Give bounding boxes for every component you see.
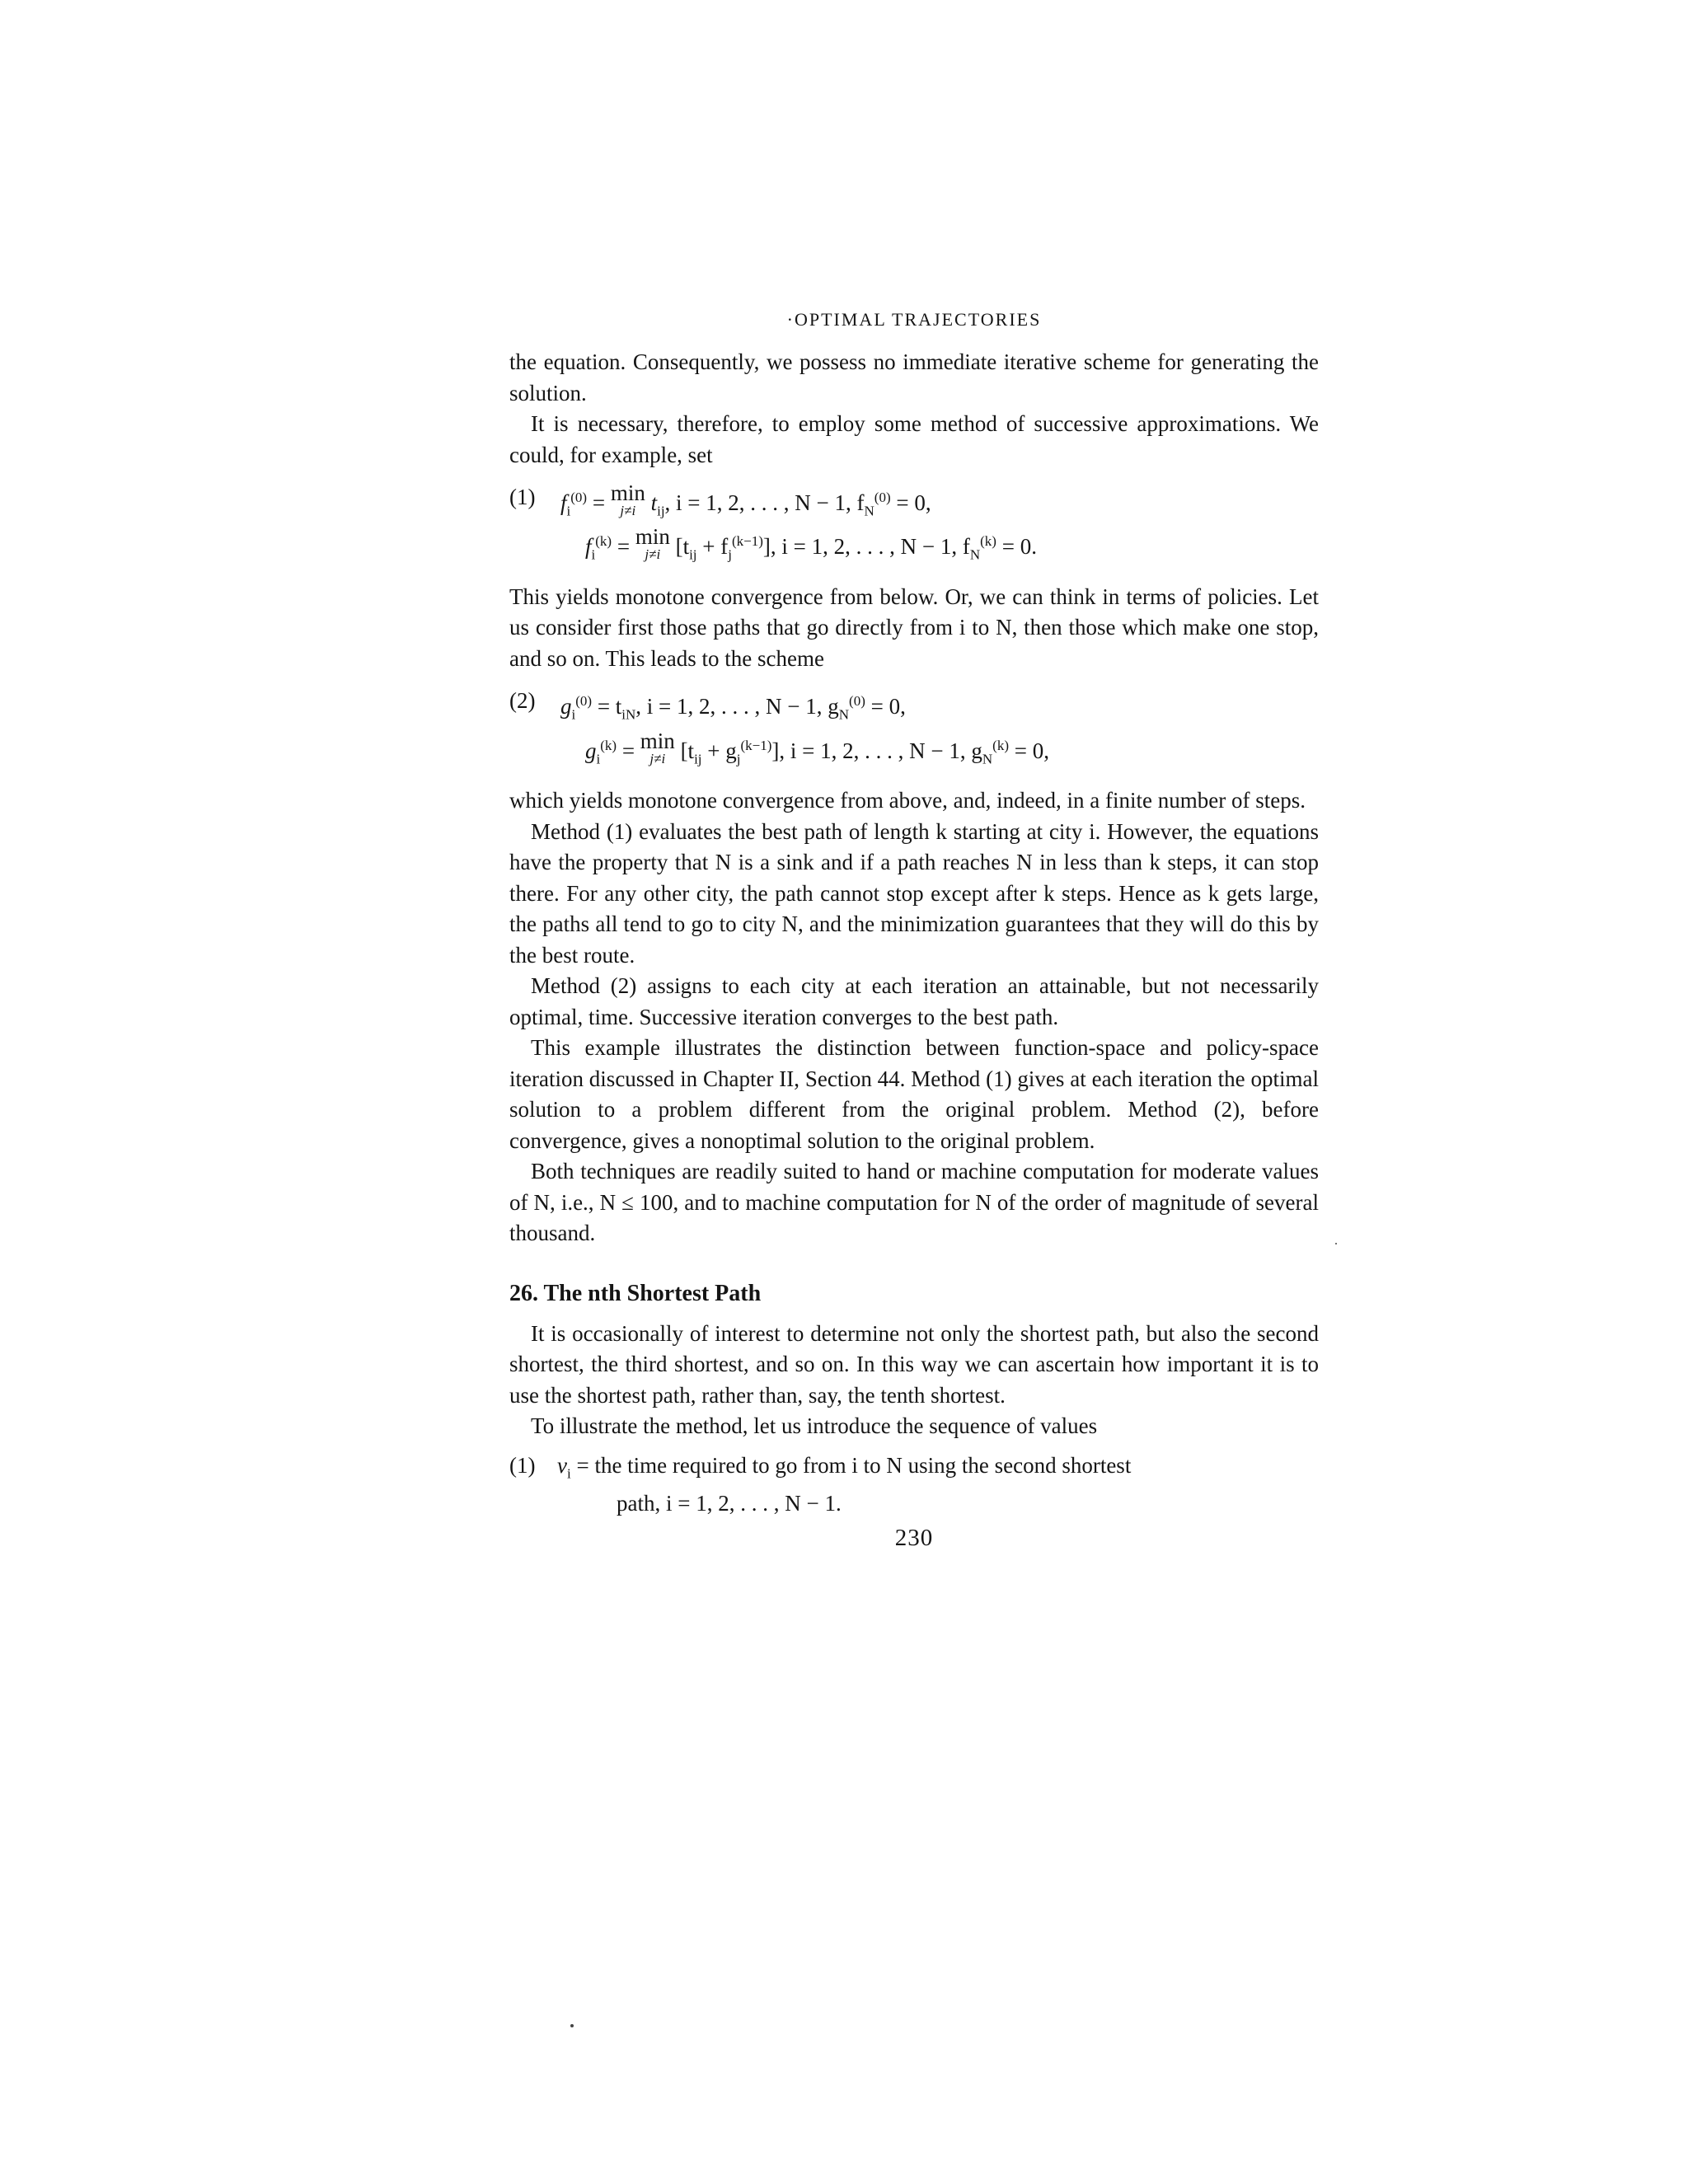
numbered-definition xyxy=(509,1451,1319,1520)
equation-number: (2) xyxy=(509,688,536,714)
book-page xyxy=(509,309,1319,1552)
equation-1-line-1 xyxy=(509,482,1319,526)
equation-2-line-2: $g_i^{(k)} = \min$ j≠i $[t_{ij} + g_j^{(k-1)}]$, i = 1, 2, . . . , N − 1, $g_N^{(k)} = 0$, xyxy=(585,728,1049,767)
paragraph-7: This example illustrates the distinction between function-space and policy-space iteration discussed in Chapter II, Section 44. Method (1) gives at each iteration the optimal solution to a problem different from the original problem. Method (2), before convergence, gives a nonoptimal solution to the original problem. xyxy=(509,1035,1319,1153)
paragraph-4: which yields monotone convergence from above, and, indeed, in a finite number of steps. xyxy=(509,788,1306,813)
scan-speck xyxy=(1335,1243,1337,1244)
equation-content: $f_i^{(0)} = \min$ j≠i $t_{ij}$, i = 1, 2, . . . , N − 1, $f_N^{(0)} = 0$, xyxy=(560,480,931,519)
equation-2-line-1 xyxy=(509,686,1319,729)
paragraph-1: the equation. Consequently, we possess no immediate iterative scheme for generating the solution. xyxy=(509,349,1319,405)
paragraph-10: To illustrate the method, let us introduce the sequence of values xyxy=(531,1413,1098,1439)
paragraph-2: It is necessary, therefore, to employ some method of successive approximations. We could, for example, set xyxy=(509,411,1319,467)
scan-speck xyxy=(570,2024,574,2027)
running-head: ·OPTIMAL TRAJECTORIES xyxy=(786,309,1042,330)
equation-content: $g_i^{(0)} = t_{iN}$, i = 1, 2, . . . , N − 1, $g_N^{(0)} = 0$, xyxy=(560,693,906,723)
min-operator: min j≠i xyxy=(640,728,675,766)
equation-number: (1) xyxy=(509,485,536,509)
paragraph-3: This yields monotone convergence from below. Or, we can think in terms of policies. Let us consider first those paths that go directly from i to N, then those which make one stop, and so on. This leads to the scheme xyxy=(509,583,1319,671)
min-operator: min j≠i xyxy=(635,524,670,563)
min-operator: min j≠i xyxy=(610,480,645,518)
paragraph-6: Method (2) assigns to each city at each iteration an attainable, but not necessarily optimal, time. Successive iteration converges to the best path. xyxy=(509,973,1319,1029)
definition-text: $v_i$ = the time required to go from i to N using the second shortest path, i = 1, 2, . . . , N − 1. xyxy=(557,1452,1132,1516)
section-heading: 26. The nth Shortest Path xyxy=(509,1280,762,1306)
equation-block-1 xyxy=(509,482,1319,570)
equation-block-2 xyxy=(509,686,1319,774)
paragraph-8: Both techniques are readily suited to hand or machine computation for moderate values of N, i.e., N ≤ 100, and to machine computation for N of the order of magnitude of several thousand. xyxy=(509,1159,1319,1246)
paragraph-9: It is occasionally of interest to determine not only the shortest path, but also the second shortest, the third shortest, and so on. In this way we can ascertain how important it is to use the shortest path, rather than, say, the tenth shortest. xyxy=(509,1320,1319,1408)
page-number: 230 xyxy=(894,1524,934,1551)
equation-1-line-2: $f_i^{(k)} = \min$ j≠i $[t_{ij} + f_j^{(k-1)}]$, i = 1, 2, . . . , N − 1, $f_N^{(k)} = 0$. xyxy=(585,524,1037,563)
paragraph-5: Method (1) evaluates the best path of length k starting at city i. However, the equations have the property that N is a sink and if a path reaches N in less than k steps, it can stop there. For any other city, the path cannot stop except after k steps. Hence as k gets large, the paths all tend to go to city N, and the minimization guarantees that they will do this by the best route. xyxy=(509,818,1319,968)
definition-number: (1) xyxy=(509,1452,536,1478)
